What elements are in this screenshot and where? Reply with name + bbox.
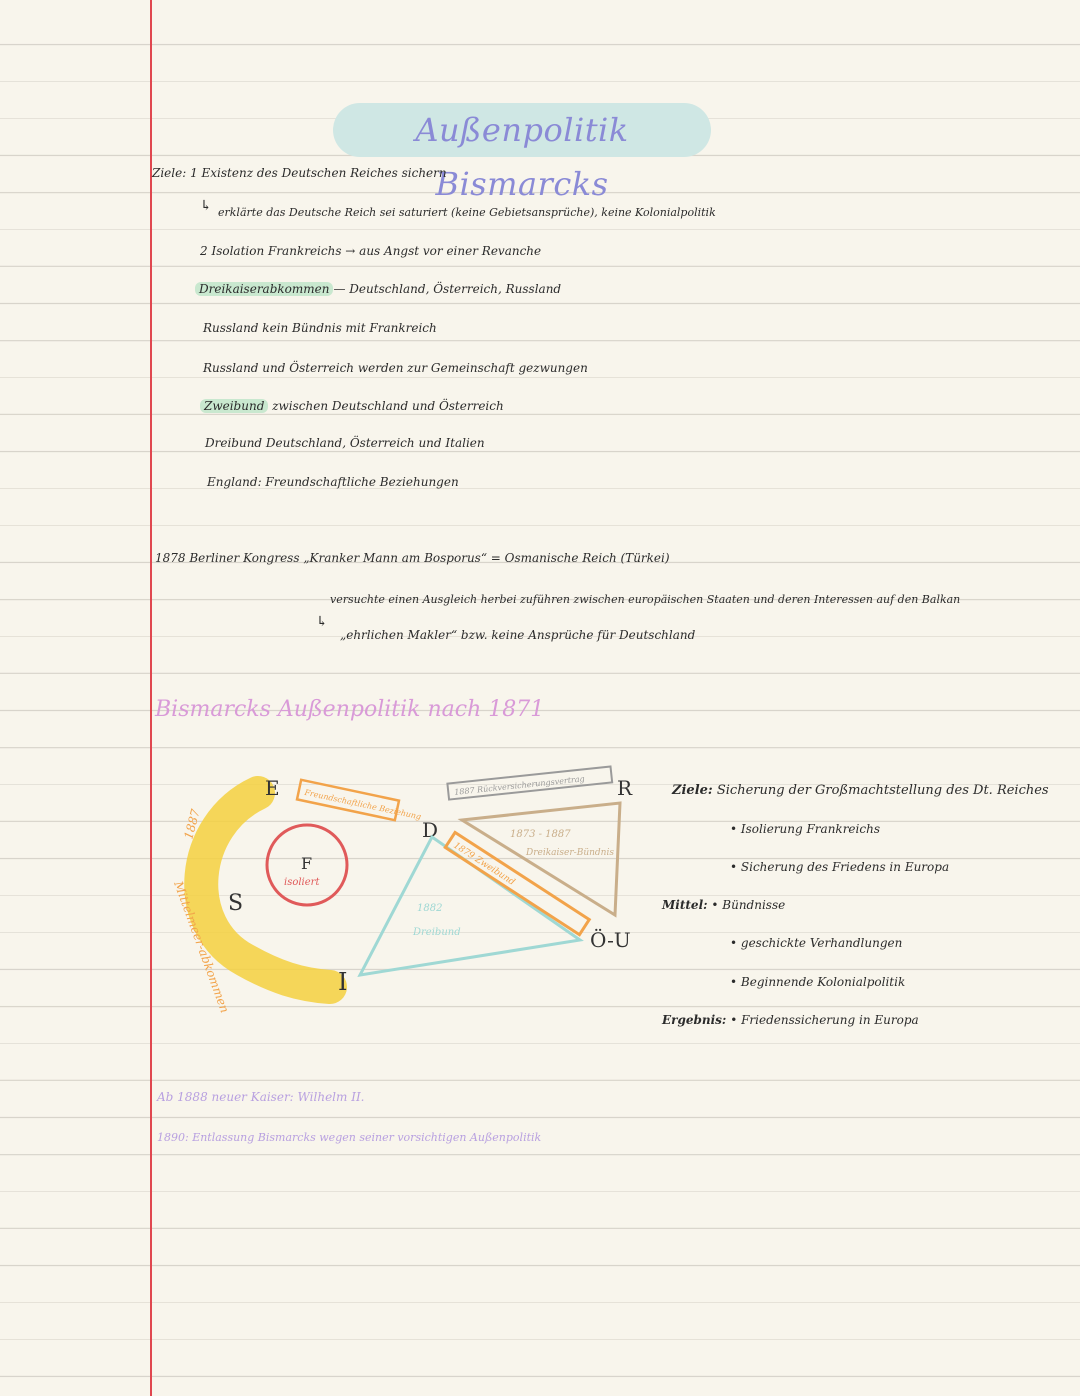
france-isolated-label: isoliert [284,877,320,888]
country-label-germany: D [422,818,439,842]
footer-line-1: Ab 1888 neuer Kaiser: Wilhelm II. [157,1090,365,1104]
arc-label-text: Mittelmeer-abkommen [171,879,232,1015]
dreikaiser-line [195,282,561,296]
england-line: England: Freundschaftliche Beziehungen [207,475,459,489]
country-label-spain: S [228,891,244,916]
russland-line-1: Russland kein Bündnis mit Frankreich [203,321,437,335]
zweibund-box-label: 1879 Zweibund [451,840,517,888]
congress-line-1: 1878 Berliner Kongress „Kranker Mann am Bosporus“ = Osmanische Reich (Türkei) [155,551,670,565]
dreikaiser-label: Dreikaiser-Bündnis [526,848,614,858]
side-ergebnis-label: Ergebnis: [662,1013,727,1027]
side-ergebnis-1: • Friedenssicherung in Europa [730,1013,919,1027]
country-label-italy: I [338,968,348,996]
rueckversicherung-box [447,766,612,799]
side-ziele-1: Sicherung der Großmachtstellung des Dt. Reiches [716,783,1049,798]
side-ziele-2: • Isolierung Frankreichs [730,822,880,836]
country-label-england: E [265,776,280,800]
alliance-diagram [160,765,660,1015]
country-label-russia: R [617,776,633,800]
page-title: Außenpolitik Bismarcks [415,111,629,203]
england-box-label: Freundschaftliche Beziehung [303,787,422,822]
dreibund-year: 1882 [417,903,443,914]
side-mittel-label: Mittel: [662,898,708,912]
footer-line-2: 1890: Entlassung Bismarcks wegen seiner vorsichtigen Außenpolitik [157,1131,542,1144]
zweibund-line [200,399,504,413]
dreikaiser-highlight: Dreikaiserabkommen [195,282,333,296]
side-mittel-2: • geschickte Verhandlungen [730,936,903,950]
country-label-austria-hungary: Ö-U [590,928,631,952]
dreikaiser-rest: — Deutschland, Österreich, Russland [333,282,562,296]
side-ziele-3: • Sicherung des Friedens in Europa [730,860,950,874]
margin-line [150,0,152,1396]
goals-line-2: 2 Isolation Frankreichs → aus Angst vor einer Revanche [200,244,542,258]
side-mittel-3: • Beginnende Kolonialpolitik [730,975,906,989]
arrow-icon: ↳ [316,614,328,630]
russland-line-2: Russland und Österreich werden zur Gemeinschaft gezwungen [203,361,588,375]
congress-line-3: „ehrlichen Makler“ bzw. keine Ansprüche für Deutschland [340,628,696,642]
england-relation-box [297,780,423,826]
dreibund-line: Dreibund Deutschland, Österreich und Italien [205,436,485,450]
side-mittel-1: • Bündnisse [711,898,786,912]
section-heading: Bismarcks Außenpolitik nach 1871 [155,697,545,722]
arrow-icon: ↳ [200,198,212,214]
dreibund-label: Dreibund [413,927,461,938]
arc-label-year: 1887 [181,807,203,841]
country-label-france: F [301,854,313,873]
goals-line-1-sub: erklärte das Deutsche Reich sei saturiert (keine Gebietsansprüche), keine Kolonialpolitik [218,206,716,219]
side-ergebnis [662,1013,919,1027]
side-mittel [662,898,785,912]
mittelmeer-arc [201,793,330,987]
zweibund-highlight: Zweibund [200,399,268,413]
rueck-box-label: 1887 Rückversicherungsvertrag [453,774,586,797]
side-ziele-label: Ziele: [672,783,713,798]
congress-line-2: versuchte einen Ausgleich herbei zuführen zwischen europäischen Staaten und deren Interessen auf den Balkan [330,593,961,606]
side-ziele [672,783,1049,798]
goals-line-1: Ziele: 1 Existenz des Deutschen Reiches sichern [152,166,447,180]
zweibund-rest: zwischen Deutschland und Österreich [272,399,504,413]
dreikaiser-years: 1873 - 1887 [510,829,571,840]
